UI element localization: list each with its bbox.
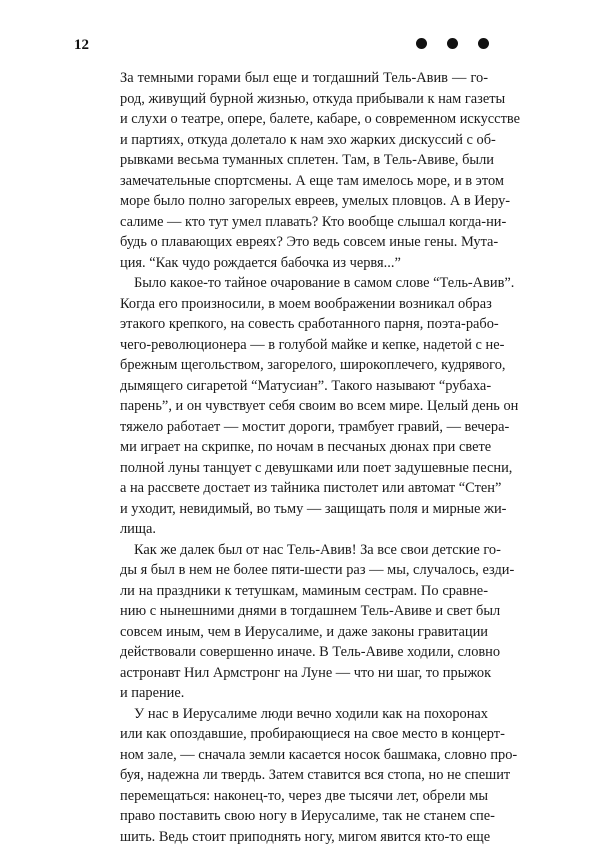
body-text (120, 68, 488, 847)
text-line: брежным щегольством, загорелого, широкоплечего, кудрявого, (120, 355, 488, 376)
text-line: Когда его произносили, в моем воображении возникал образ (120, 294, 488, 315)
ornament-dot (447, 38, 458, 49)
text-line: нию с нынешними днями в тогдашнем Тель-Авиве и свет был (120, 601, 488, 622)
text-line: рывками весьма туманных сплетен. Там, в Тель-Авиве, были (120, 150, 488, 171)
paragraph (120, 540, 488, 704)
text-line: лища. (120, 519, 488, 540)
text-line: У нас в Иерусалиме люди вечно ходили как на похоронах (120, 704, 488, 725)
text-line: этакого крепкого, на совесть сработанного парня, поэта-рабо- (120, 314, 488, 335)
text-line: будь о плавающих евреях? Это ведь совсем иные гены. Мута- (120, 232, 488, 253)
text-line: право поставить свою ногу в Иерусалиме, так не станем спе- (120, 806, 488, 827)
ornament-dot (416, 38, 427, 49)
text-line: или как опоздавшие, пробирающиеся на свое место в концерт- (120, 724, 488, 745)
text-line: Было какое-то тайное очарование в самом слове “Тель-Авив”. (120, 273, 488, 294)
text-line: ном зале, — сначала земли касается носок башмака, словно про- (120, 745, 488, 766)
text-line: и уходит, невидимый, во тьму — защищать поля и мирные жи- (120, 499, 488, 520)
text-line: За темными горами был еще и тогдашний Тель-Авив — го- (120, 68, 488, 89)
text-line: буя, надежна ли твердь. Затем ставится вся стопа, но не спешит (120, 765, 488, 786)
text-line: перемещаться: наконец-то, через две тысячи лет, обрели мы (120, 786, 488, 807)
text-line: действовали совершенно иначе. В Тель-Авиве ходили, словно (120, 642, 488, 663)
text-line: салиме — кто тут умел плавать? Кто вообще слышал когда-ни- (120, 212, 488, 233)
text-line: совсем иным, чем в Иерусалиме, и даже законы гравитации (120, 622, 488, 643)
page-number: 12 (74, 37, 89, 54)
text-line: астронавт Нил Армстронг на Луне — что ни шаг, то прыжок (120, 663, 488, 684)
text-line: Как же далек был от нас Тель-Авив! За все свои детские го- (120, 540, 488, 561)
text-line: ция. “Как чудо рождается бабочка из червя...” (120, 253, 488, 274)
text-line: а на рассвете достает из тайника пистолет или автомат “Стен” (120, 478, 488, 499)
text-line: тяжело работает — мостит дороги, трамбует гравий, — вечера- (120, 417, 488, 438)
text-line: ли на праздники к тетушкам, маминым сестрам. По сравне- (120, 581, 488, 602)
text-line: ми играет на скрипке, по ночам в песчаных дюнах при свете (120, 437, 488, 458)
text-line: море было полно загорелых евреев, умелых пловцов. А в Иеру- (120, 191, 488, 212)
text-line: парень”, и он чувствует себя своим во всем мире. Целый день он (120, 396, 488, 417)
text-line: дымящего сигаретой “Матусиан”. Такого называют “рубаха- (120, 376, 488, 397)
paragraph (120, 273, 488, 540)
ornament-dot (478, 38, 489, 49)
text-line: шить. Ведь стоит приподнять ногу, мигом явится кто-то еще (120, 827, 488, 847)
text-line: замечательные спортсмены. А еще там имелось море, и в этом (120, 171, 488, 192)
paragraph (120, 704, 488, 847)
text-line: чего-революционера — в голубой майке и кепке, надетой с не- (120, 335, 488, 356)
text-line: полной луны танцует с девушками или поет задушевные песни, (120, 458, 488, 479)
text-line: род, живущий бурной жизнью, откуда прибывали к нам газеты (120, 89, 488, 110)
paragraph (120, 68, 488, 273)
text-line: и слухи о театре, опере, балете, кабаре, о современном искусстве (120, 109, 488, 130)
text-line: и парение. (120, 683, 488, 704)
text-line: ды я был в нем не более пяти-шести раз — мы, случалось, езди- (120, 560, 488, 581)
text-line: и партиях, откуда долетало к нам эхо жарких дискуссий с об- (120, 130, 488, 151)
